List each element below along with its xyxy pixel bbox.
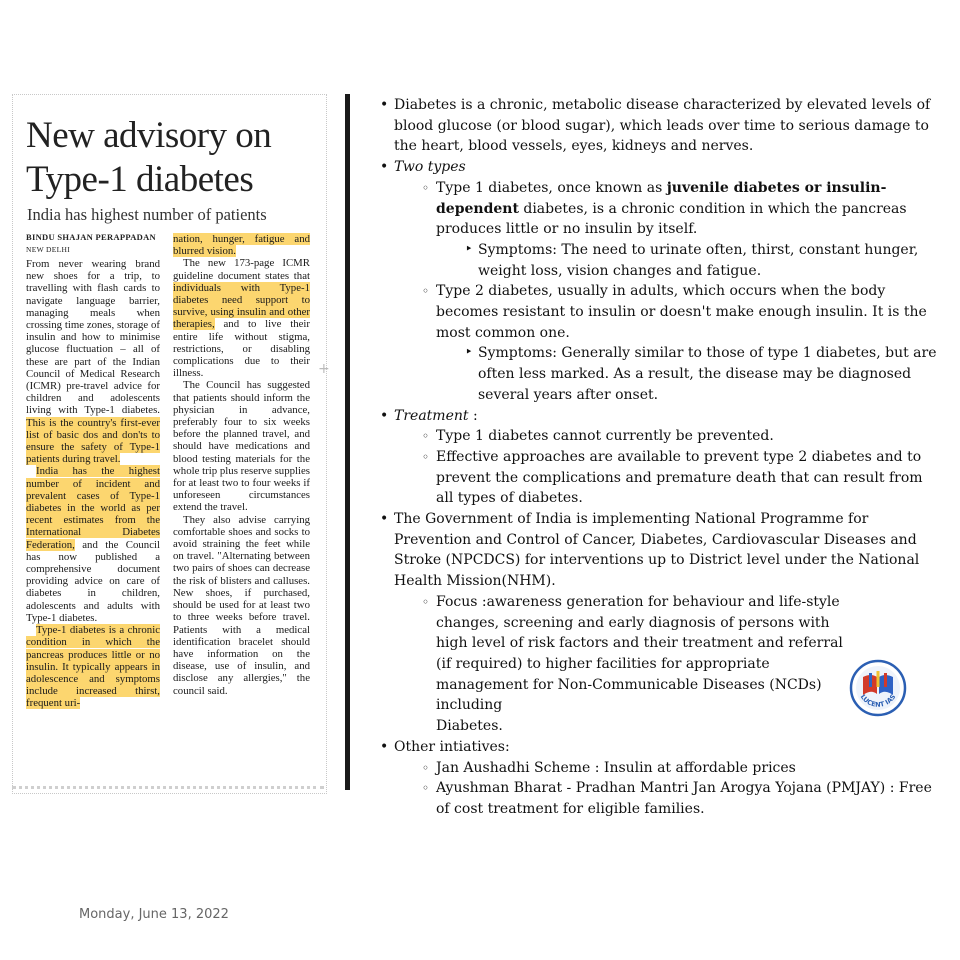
text: and to live their entire life without stigma, restrictions, or disabling complications due to their illness. (173, 318, 310, 380)
text: Other intiatives: (394, 738, 510, 755)
paragraph (26, 624, 160, 709)
headline-line-1: New advisory on (26, 115, 272, 156)
text: The Government of India is implementing National Programme for Prevention and Control of Cancer, Diabetes, Cardiovascular Diseases and Stroke (NPCDCS) for interventions up to District level under the National Health Mission(NHM). (394, 511, 920, 590)
vertical-divider (345, 94, 350, 790)
paragraph (26, 258, 160, 465)
text: From never wearing brand new shoes for a trip, to travelling with flash cards to navigate language barrier, managing meals when crossing time zones, storage of insulin and how to minimise glucose fluctuation – all of these are part of the Indian Council of Medical Research (ICMR) pre-travel advice for children and adolescents living with Type-1 diabetes. (26, 258, 160, 417)
type-1-symptoms: ‣ Symptoms: The need to urinate often, thirst, constant hunger, weight loss, vision changes and fatigue. (464, 240, 940, 281)
text: : (468, 407, 478, 424)
type-2-symptoms: ‣ Symptoms: Generally similar to those of type 1 diabetes, but are often less marked. As a result, the disease may be diagnosed several years after onset. (464, 343, 940, 405)
treatment-label: Treatment (394, 407, 469, 424)
article-dateline: NEW DELHI (26, 245, 71, 254)
text: Type 1 diabetes, once known as (436, 179, 667, 196)
treatment-item: ◦ Effective approaches are available to prevent type 2 diabetes and to prevent the complications and premature death that can result from all types of diabetes. (422, 447, 940, 509)
bullet-definition: • Diabetes is a chronic, metabolic disease characterized by elevated levels of blood glucose (or blood sugar), which leads over time to serious damage to the heart, blood vessels, eyes, kidneys and nerves. (380, 95, 940, 157)
article-column-2 (173, 233, 310, 697)
lucent-ias-logo (849, 659, 907, 717)
paragraph (26, 465, 160, 624)
clipping-torn-edge (12, 786, 324, 789)
text: diabetes, is a chronic condition in which the pancreas produces little or no insulin by itself. (436, 200, 907, 238)
text: The new 173-page ICMR guideline document states that (173, 257, 310, 282)
highlighted-text: individuals with Type-1 diabetes need support to survive, using insulin and other therapies, (173, 281, 310, 331)
bullet-other-initiatives (380, 737, 940, 820)
type-1-item (422, 178, 940, 282)
article-headline (26, 114, 271, 202)
highlighted-text: India has the highest number of incident and prevalent cases of Type-1 diabetes in the world as per recent estimates from the International Diabetes Federation, (26, 465, 160, 551)
logo-text: LUCENT IAS (858, 692, 898, 709)
article-column-1 (26, 258, 160, 710)
bullet-treatment (380, 406, 940, 510)
text: Focus :awareness generation for behaviour and life-style changes, screening and early diagnosis of persons with high level of risk factors and their treatment and referral (if required) to higher facilities for appropriate management for Non-Communicable Diseases (NCDs) including (436, 593, 843, 714)
initiative-item: ◦ Ayushman Bharat - Pradhan Mantri Jan Arogya Yojana (PMJAY) : Free of cost treatment for eligible families. (422, 778, 940, 819)
text: and the Council has now published a comprehensive document providing advice on care of diabetes in children, adolescents and adults with Type-1 diabetes. (26, 538, 160, 624)
text: Diabetes. (436, 718, 503, 735)
headline-line-2: Type-1 diabetes (26, 159, 254, 200)
bold-term: juvenile diabetes or insulin-dependent (436, 179, 887, 217)
two-types-label: Two types (394, 159, 466, 176)
bullet-two-types (380, 157, 940, 405)
highlighted-text: nation, hunger, fatigue and blurred vision. (173, 233, 310, 258)
paragraph (173, 257, 310, 379)
footer-date: Monday, June 13, 2022 (79, 907, 229, 922)
type-2-item (422, 281, 940, 405)
treatment-list (422, 426, 940, 509)
article-byline: BINDU SHAJAN PERAPPADAN (26, 232, 156, 242)
crosshair-icon: + (318, 361, 330, 377)
text: Type 2 diabetes, usually in adults, which occurs when the body becomes resistant to insulin or doesn't make enough insulin. It is the most common one. (436, 283, 927, 341)
paragraph (173, 233, 310, 257)
highlighted-text: This is the country's first-ever list of basic dos and don'ts to ensure the safety of Type-1 patients during travel. (26, 416, 160, 466)
initiative-item: ◦ Jan Aushadhi Scheme : Insulin at affordable prices (422, 758, 940, 779)
types-list (422, 178, 940, 406)
type-2-symptoms-list (464, 343, 940, 405)
article-subhead: India has highest number of patients (27, 205, 267, 224)
treatment-item: ◦ Type 1 diabetes cannot currently be prevented. (422, 426, 940, 447)
type-1-symptoms-list (464, 240, 940, 281)
paragraph: They also advise carrying comfortable shoes and socks to avoid straining the feet while on travel. "Alternating between two pairs of shoes can decrease the risk of blisters and calluses. New shoes, if purchased, should be used for at least two to three weeks before travel. Patients with a medical identification bracelet should have information on the disease, use of insulin, and disclose any allergies," the council said. (173, 513, 310, 697)
highlighted-text: Type-1 diabetes is a chronic condition in which the pancreas produces little or no insulin. It typically appears in adolescence and symptoms include increased thirst, frequent uri- (26, 624, 160, 710)
paragraph: The Council has suggested that patients should inform the physician in advance, preferably four to six weeks before the planned travel, and should have medications and blood testing materials for the whole trip plus reserve supplies for at least two to four weeks if unforeseen circumstances extend the travel. (173, 379, 310, 514)
initiatives-list (422, 758, 940, 820)
